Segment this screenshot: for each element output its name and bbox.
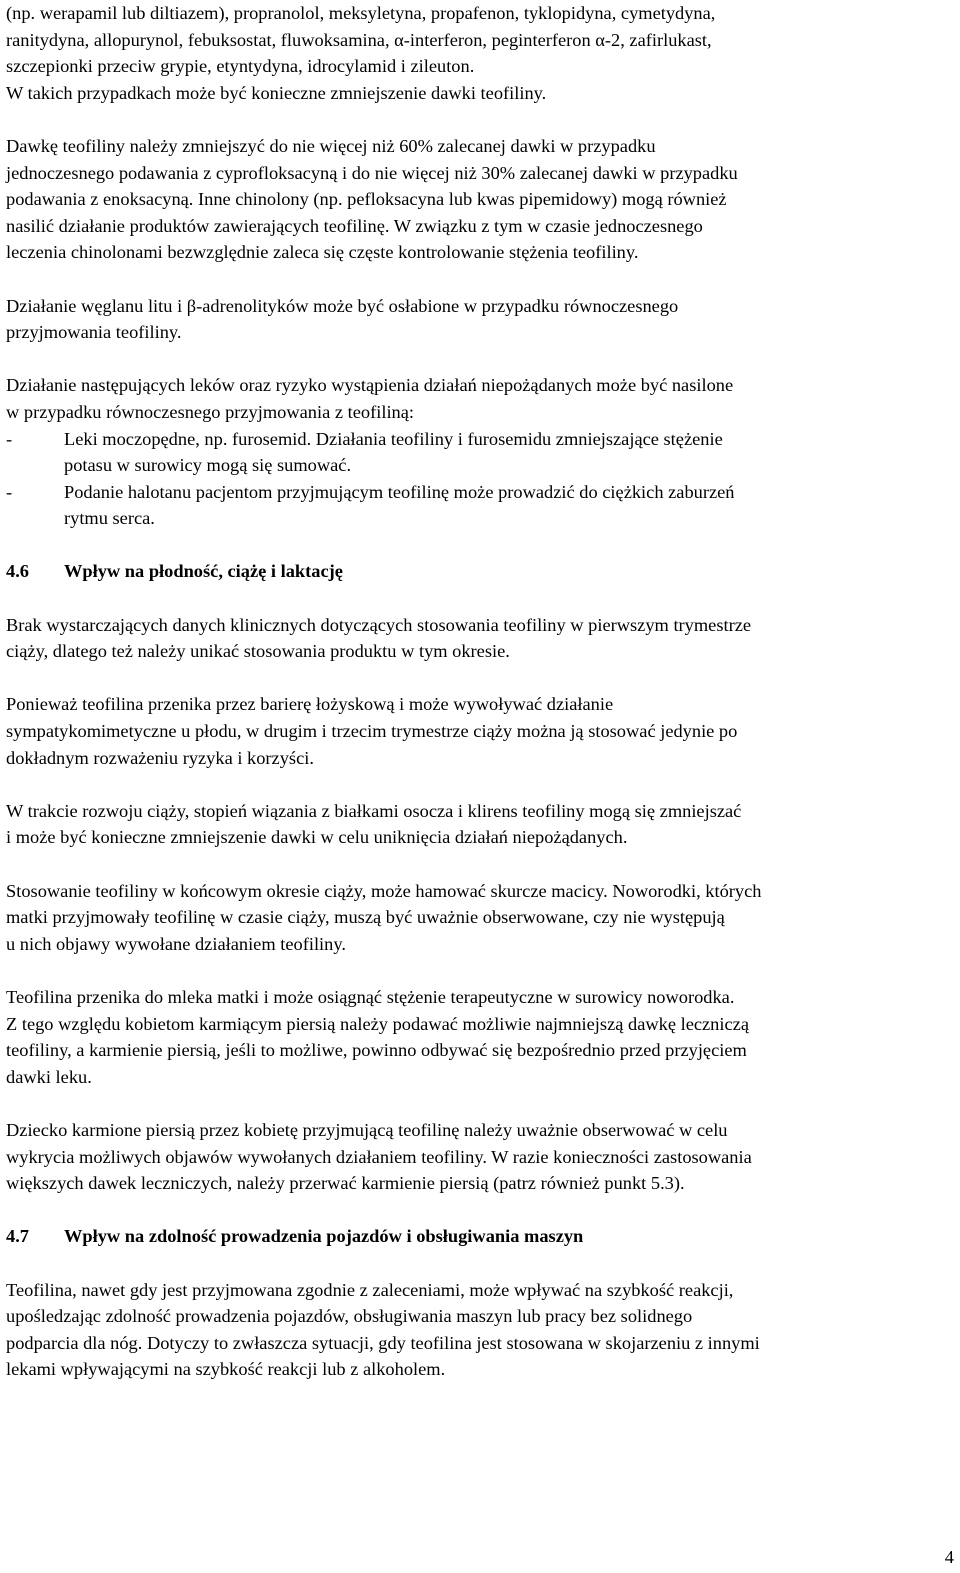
page-number: 4 <box>944 1547 954 1567</box>
text-line: Teofilina przenika do mleka matki i może osiągnąć stężenie terapeutyczne w surowicy noworodka. <box>6 986 735 1007</box>
paragraph-protein-binding <box>6 798 956 851</box>
text-line: większych dawek leczniczych, należy przerwać karmienie piersią (patrz również punkt 5.3). <box>6 1173 685 1194</box>
text-line: w przypadku równoczesnego przyjmowania z teofiliną: <box>6 401 415 422</box>
text-line: matki przyjmowały teofilinę w czasie ciąży, muszą być uważnie obserwowane, czy nie występują <box>6 907 725 928</box>
text-line: Z tego względu kobietom karmiącym piersią należy podawać możliwie najmniejszą dawkę leczniczą <box>6 1013 749 1034</box>
text-line: Ponieważ teofilina przenika przez barierę łożyskową i może wywoływać działanie <box>6 694 614 715</box>
list-item <box>6 479 956 532</box>
text-line: Podanie halotanu pacjentom przyjmującym teofilinę może prowadzić do ciężkich zaburzeń <box>64 481 735 502</box>
text-line: ciąży, dlatego też należy unikać stosowania produktu w tym okresie. <box>6 641 510 662</box>
section-heading-4-6 <box>6 558 956 585</box>
text-line: sympatykomimetyczne u płodu, w drugim i trzecim trymestrze ciąży można ją stosować jedynie po <box>6 721 738 742</box>
text-line: Brak wystarczających danych klinicznych dotyczących stosowania teofiliny w pierwszym trymestrze <box>6 614 752 635</box>
bullet-marker: - <box>6 428 13 449</box>
text-line: ranitydyna, allopurynol, febuksostat, fluwoksamina, α-interferon, peginterferon α-2, zafirlukast, <box>6 29 712 50</box>
text-line: leczenia chinolonami bezwzględnie zaleca się częste kontrolowanie stężenia teofiliny. <box>6 242 639 263</box>
text-line: (np. werapamil lub diltiazem), propranolol, meksyletyna, propafenon, tyklopidyna, cymetydyna, <box>6 3 716 23</box>
section-number: 4.6 <box>6 561 29 582</box>
bullet-list <box>6 426 956 532</box>
paragraph-late-pregnancy <box>6 878 956 958</box>
text-line: szczepionki przeciw grypie, etyntydyna, idrocylamid i zileuton. <box>6 56 475 77</box>
text-line: nasilić działanie produktów zawierających teofilinę. W związku z tym w czasie jednoczesnego <box>6 215 703 236</box>
text-line: rytmu serca. <box>64 508 155 529</box>
paragraph-interactions-list <box>6 0 956 106</box>
document-body <box>6 0 956 1409</box>
text-line: Dawkę teofiliny należy zmniejszyć do nie więcej niż 60% zalecanej dawki w przypadku <box>6 135 656 156</box>
bullet-marker: - <box>6 481 13 502</box>
text-line: Stosowanie teofiliny w końcowym okresie ciąży, może hamować skurcze macicy. Noworodki, których <box>6 880 762 901</box>
text-line: Leki moczopędne, np. furosemid. Działania teofiliny i furosemidu zmniejszające stężenie <box>64 428 723 449</box>
text-line: Dziecko karmione piersią przez kobietę przyjmującą teofilinę należy uważnie obserwować w celu <box>6 1119 728 1140</box>
paragraph-breastfed-child <box>6 1117 956 1197</box>
text-line: lekami wpływającymi na szybkość reakcji lub z alkoholem. <box>6 1359 446 1380</box>
text-line: Działanie węglanu litu i β-adrenolityków może być osłabione w przypadku równoczesnego <box>6 295 679 316</box>
text-line: Teofilina, nawet gdy jest przyjmowana zgodnie z zaleceniami, może wpływać na szybkość reakcji, <box>6 1279 734 1300</box>
text-line: dawki leku. <box>6 1066 92 1087</box>
section-title: Wpływ na zdolność prowadzenia pojazdów i obsługiwania maszyn <box>64 1226 584 1247</box>
paragraph-breast-milk <box>6 984 956 1090</box>
text-line: upośledzając zdolność prowadzenia pojazdów, obsługiwania maszyn lub pracy bez solidnego <box>6 1306 693 1327</box>
text-line: podawania z enoksacyną. Inne chinolony (np. pefloksacyna lub kwas pipemidowy) mogą również <box>6 189 727 210</box>
paragraph-driving <box>6 1277 956 1383</box>
paragraph-placenta <box>6 691 956 771</box>
text-line: potasu w surowicy mogą się sumować. <box>64 455 352 476</box>
text-line: podparcia dla nóg. Dotyczy to zwłaszcza sytuacji, gdy teofilina jest stosowana w skojarzeniu z innymi <box>6 1332 760 1353</box>
text-line: dokładnym rozważeniu ryzyka i korzyści. <box>6 747 314 768</box>
section-number: 4.7 <box>6 1226 29 1247</box>
text-line: W takich przypadkach może być konieczne zmniejszenie dawki teofiliny. <box>6 82 547 103</box>
text-line: u nich objawy wywołane działaniem teofiliny. <box>6 933 346 954</box>
text-line: W trakcie rozwoju ciąży, stopień wiązania z białkami osocza i klirens teofiliny mogą się zmniejszać <box>6 800 742 821</box>
text-line: jednoczesnego podawania z cyprofloksacyną i do nie więcej niż 30% zalecanej dawki w przypadku <box>6 162 738 183</box>
text-line: teofiliny, a karmienie piersią, jeśli to możliwe, powinno odbywać się bezpośrednio przed przyjęciem <box>6 1040 747 1061</box>
paragraph-quinolones <box>6 133 956 266</box>
text-line: przyjmowania teofiliny. <box>6 322 182 343</box>
section-heading-4-7 <box>6 1223 956 1250</box>
text-line: wykrycia możliwych objawów wywołanych działaniem teofiliny. W razie konieczności zastosowania <box>6 1146 752 1167</box>
text-line: Działanie następujących leków oraz ryzyko wystąpienia działań niepożądanych może być nasilone <box>6 375 734 396</box>
section-title: Wpływ na płodność, ciążę i laktację <box>64 561 343 582</box>
text-line: i może być konieczne zmniejszenie dawki w celu uniknięcia działań niepożądanych. <box>6 827 628 848</box>
paragraph-pregnancy-data <box>6 612 956 665</box>
paragraph-lithium <box>6 293 956 346</box>
list-item <box>6 426 956 479</box>
paragraph-potentiated-drugs <box>6 372 956 425</box>
